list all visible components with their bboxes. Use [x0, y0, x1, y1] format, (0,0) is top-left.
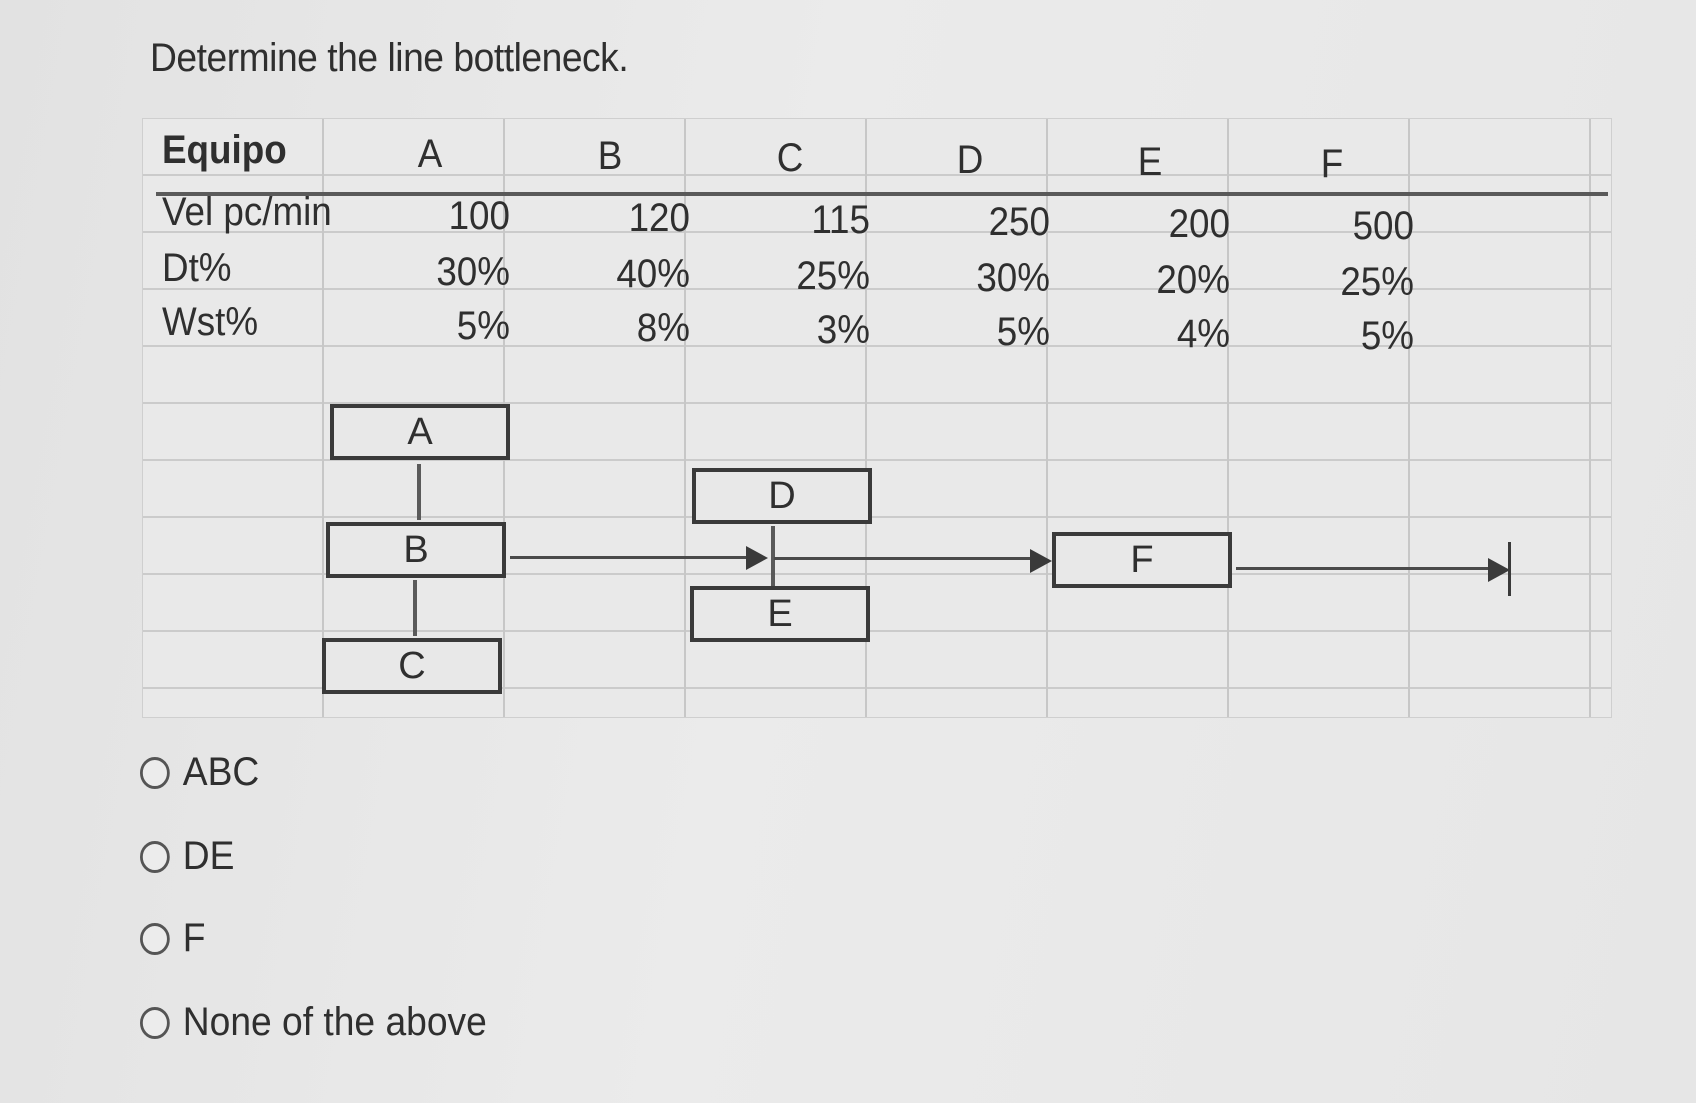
column-header-b: B: [597, 134, 623, 178]
option-de[interactable]: [140, 834, 234, 879]
row-label-vel: Vel pc/min: [162, 190, 332, 234]
process-box-e: [690, 586, 870, 642]
process-label-e: E: [767, 592, 793, 635]
column-header-a: A: [417, 132, 443, 176]
cell-vel-f: 500: [1352, 204, 1414, 248]
cell-dt-a: 30%: [436, 250, 510, 294]
cell-wst-f: 5%: [1360, 314, 1414, 358]
column-header-f: F: [1320, 142, 1344, 186]
cell-wst-c: 3%: [816, 308, 870, 352]
option-label: DE: [182, 834, 235, 878]
cell-wst-b: 8%: [636, 306, 690, 350]
radio-icon[interactable]: [140, 923, 170, 955]
option-abc[interactable]: [140, 750, 259, 795]
row-label-wst: Wst%: [162, 300, 259, 344]
option-label: ABC: [182, 750, 260, 794]
option-none[interactable]: [140, 1000, 487, 1045]
column-header-d: D: [956, 138, 984, 182]
option-label: F: [182, 916, 206, 960]
process-box-c: [322, 638, 502, 694]
cell-vel-c: 115: [811, 198, 870, 242]
cell-vel-e: 200: [1168, 202, 1230, 246]
question-text: Determine the line bottleneck.: [150, 36, 629, 80]
process-label-b: B: [403, 528, 429, 571]
cell-dt-f: 25%: [1340, 260, 1414, 304]
arrowhead-to-f-icon: [1030, 549, 1052, 573]
cell-wst-a: 5%: [456, 304, 510, 348]
process-label-f: F: [1130, 538, 1154, 581]
arrowhead-to-de-icon: [746, 546, 768, 570]
cell-dt-e: 20%: [1156, 258, 1230, 302]
option-label: None of the above: [182, 1000, 487, 1044]
connector-b-c: [413, 580, 417, 636]
process-box-a: [330, 404, 510, 460]
process-label-a: A: [407, 410, 433, 453]
output-end-bar: [1508, 542, 1511, 596]
connector-d-e: [771, 526, 775, 586]
radio-icon[interactable]: [140, 1007, 170, 1039]
radio-icon[interactable]: [140, 841, 170, 873]
cell-dt-b: 40%: [616, 252, 690, 296]
process-box-d: [692, 468, 872, 524]
cell-vel-b: 120: [628, 196, 690, 240]
row-label-dt: Dt%: [162, 246, 232, 290]
cell-dt-d: 30%: [976, 256, 1050, 300]
cell-wst-e: 4%: [1176, 312, 1230, 356]
cell-vel-a: 100: [448, 194, 510, 238]
flow-line-f-out: [1236, 567, 1490, 570]
header-equipo: Equipo: [162, 128, 287, 172]
connector-a-b: [417, 464, 421, 520]
process-box-f: [1052, 532, 1232, 588]
arrowhead-out-icon: [1488, 558, 1510, 582]
option-f[interactable]: [140, 916, 206, 961]
cell-vel-d: 250: [988, 200, 1050, 244]
cell-wst-d: 5%: [996, 310, 1050, 354]
cell-dt-c: 25%: [796, 254, 870, 298]
flow-line-de-to-f: [774, 557, 1034, 560]
column-header-c: C: [776, 136, 804, 180]
column-header-e: E: [1137, 140, 1163, 184]
header-divider: [156, 192, 1608, 196]
radio-icon[interactable]: [140, 757, 170, 789]
flow-line-b-to-de: [510, 556, 748, 559]
process-label-c: C: [398, 644, 426, 687]
process-box-b: [326, 522, 506, 578]
process-label-d: D: [768, 474, 796, 517]
